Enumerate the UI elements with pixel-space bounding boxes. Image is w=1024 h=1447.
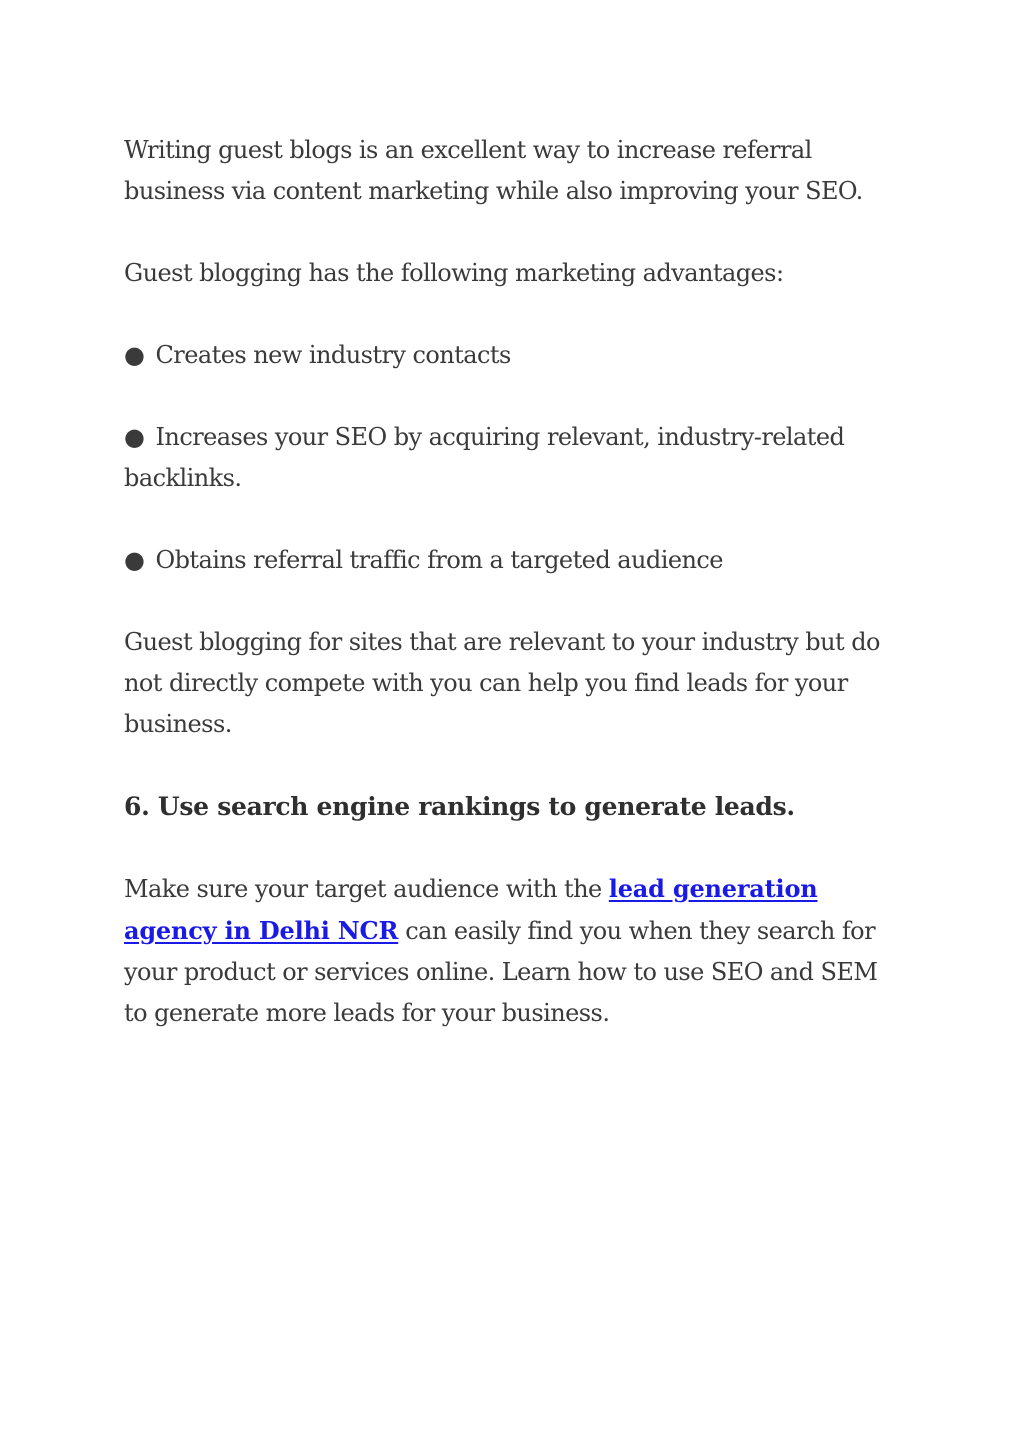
final-paragraph-lead: Make sure your target audience with the — [124, 875, 609, 903]
bullet-item — [124, 417, 904, 499]
bullet-text: Increases your SEO by acquiring relevant, industry-related backlinks. — [124, 423, 845, 492]
bullet-item — [124, 335, 904, 376]
bullet-icon: ● — [124, 341, 152, 369]
lead-generation-agency-link[interactable]: lead generation agency in Delhi NCR — [124, 874, 818, 945]
section-heading: 6. Use search engine rankings to generate leads. — [124, 792, 795, 821]
final-paragraph-tail: can easily find you when they search for your product or services online. Learn how to use SEO and SEM to generate more leads for your business. — [124, 917, 878, 1027]
bullet-item — [124, 540, 904, 581]
article-body — [124, 130, 904, 1075]
bullet-icon: ● — [124, 423, 152, 451]
bullet-icon: ● — [124, 546, 152, 574]
advantages-lead-paragraph: Guest blogging has the following marketing advantages: — [124, 259, 784, 287]
bullet-text: Creates new industry contacts — [155, 341, 511, 369]
final-paragraph — [124, 868, 904, 1034]
bullet-text: Obtains referral traffic from a targeted audience — [155, 546, 723, 574]
relevance-paragraph: Guest blogging for sites that are relevant to your industry but do not directly compete with you can help you find leads for your business. — [124, 628, 880, 738]
intro-paragraph: Writing guest blogs is an excellent way to increase referral business via content marketing while also improving your SEO. — [124, 136, 863, 205]
